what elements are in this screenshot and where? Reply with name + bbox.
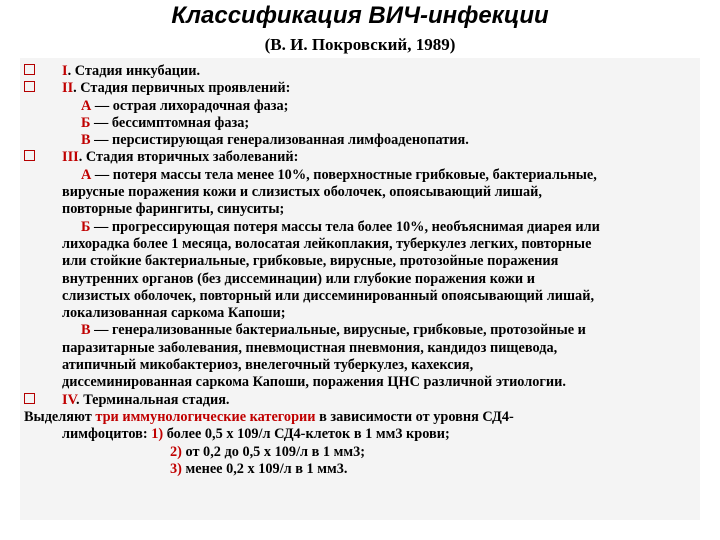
- category-text: менее 0,2 х 109/л в 1 мм3.: [181, 460, 348, 477]
- category-text: от 0,2 до 0,5 х 109/л в 1 мм3;: [181, 443, 366, 460]
- stage-3-item: [24, 149, 700, 166]
- square-bullet-icon: [24, 150, 35, 161]
- category-number: 3): [170, 460, 182, 477]
- immuno-category-1: [24, 426, 700, 443]
- stage-1-item: [24, 63, 700, 80]
- square-bullet-icon: [24, 393, 35, 404]
- substage-text: — потеря массы тела менее 10%, поверхностные грибковые, бактериальные,: [91, 166, 597, 183]
- stage-4-item: [24, 392, 700, 409]
- stage-number: II: [62, 80, 74, 97]
- substage-letter: А: [81, 97, 92, 114]
- category-text: более 0,5 х 109/л СД4-клеток в 1 мм3 крови;: [163, 426, 450, 443]
- slide-title: Классификация ВИЧ-инфекции: [171, 2, 549, 29]
- substage-text: — персистирующая генерализованная лимфоаденопатия.: [90, 132, 469, 149]
- substage-3c-cont: диссеминированная саркома Капоши, поражения ЦНС различной этиологии.: [62, 374, 566, 391]
- substage-2b: [24, 115, 700, 132]
- substage-3a-cont: вирусные поражения кожи и слизистых оболочек, опоясывающий лишай,: [62, 184, 542, 201]
- substage-3b-cont: лихорадка более 1 месяца, волосатая лейкоплакия, туберкулез легких, повторные: [62, 235, 592, 252]
- substage-3a: [24, 167, 700, 184]
- substage-letter: Б: [81, 218, 91, 235]
- immuno-category-2: [24, 444, 700, 461]
- substage-3b-cont: локализованная саркома Капоши;: [62, 305, 286, 322]
- substage-text: — острая лихорадочная фаза;: [91, 97, 289, 114]
- substage-letter: В: [81, 322, 91, 339]
- stage-text: . Терминальная стадия.: [76, 391, 230, 408]
- substage-text: — прогрессирующая потеря массы тела более 10%, необъяснимая диарея или: [90, 218, 600, 235]
- substage-letter: А: [81, 166, 92, 183]
- stage-2-item: [24, 80, 700, 97]
- substage-letter: В: [81, 132, 91, 149]
- stage-text: . Стадия вторичных заболеваний:: [78, 149, 299, 166]
- substage-letter: Б: [81, 114, 91, 131]
- stage-number: III: [62, 149, 79, 166]
- immuno-intro: [24, 409, 700, 426]
- square-bullet-icon: [24, 81, 35, 92]
- immuno-lead: Выделяют: [24, 408, 96, 425]
- stage-number: IV: [62, 391, 77, 408]
- stage-text: . Стадия инкубации.: [67, 63, 201, 79]
- category-number: 2): [170, 443, 182, 460]
- immuno-line2-pre: лимфоцитов:: [62, 426, 152, 443]
- substage-3c-cont: паразитарные заболевания, пневмоцистная пневмония, кандидоз пищевода,: [62, 339, 558, 356]
- substage-text: — генерализованные бактериальные, вирусные, грибковые, протозойные и: [90, 322, 586, 339]
- substage-2c: [24, 132, 700, 149]
- substage-3b-cont: или стойкие бактериальные, грибковые, вирусные, протозойные поражения: [62, 253, 559, 270]
- square-bullet-icon: [24, 64, 35, 75]
- substage-3b-cont: внутренних органов (без диссеминации) или глубокие поражения кожи и: [62, 270, 535, 287]
- category-number: 1): [151, 426, 164, 443]
- substage-3b-cont: слизистых оболочек, повторный или диссеминированный опоясывающий лишай,: [62, 287, 595, 304]
- stage-text: . Стадия первичных проявлений:: [73, 80, 291, 97]
- substage-3c-cont: атипичный микобактериоз, внелегочный туберкулез, кахексия,: [62, 357, 474, 374]
- substage-2a: [24, 98, 700, 115]
- immuno-rest: в зависимости от уровня СД4-: [315, 408, 514, 425]
- substage-3c: [24, 322, 700, 339]
- immuno-category-3: [24, 461, 700, 478]
- substage-3a-cont: повторные фарингиты, синуситы;: [62, 201, 285, 218]
- substage-text: — бессимптомная фаза;: [90, 114, 250, 131]
- stage-number: I: [62, 63, 68, 79]
- immuno-highlight: три иммунологические категории: [95, 408, 316, 425]
- slide-subtitle: (В. И. Покровский, 1989): [264, 35, 456, 54]
- classification-list: [24, 63, 700, 478]
- substage-3b: [24, 219, 700, 236]
